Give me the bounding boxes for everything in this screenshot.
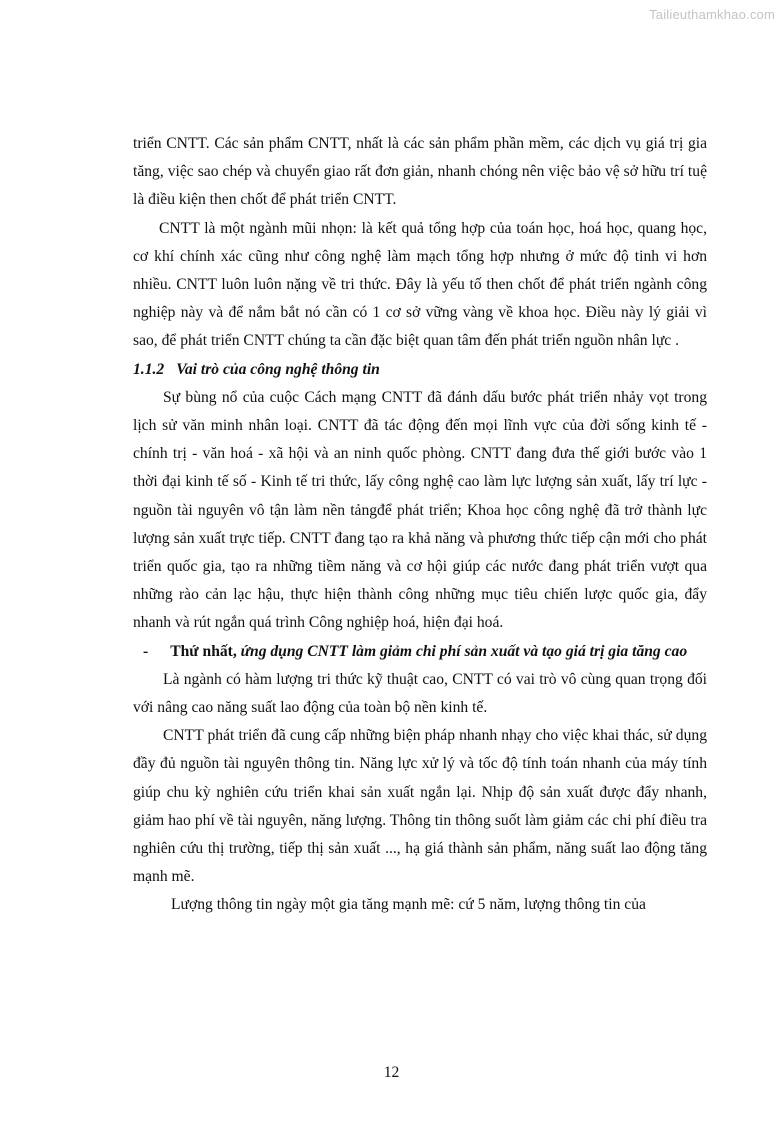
bullet-title: ứng dụng CNTT làm giảm chi phí sản xuất và tạo giá trị gia tăng cao <box>236 642 688 660</box>
section-number: 1.1.2 <box>133 360 165 378</box>
bullet-dash: - <box>143 642 149 660</box>
section-heading <box>133 356 707 384</box>
paragraph-4: Là ngành có hàm lượng tri thức kỹ thuật cao, CNTT có vai trò vô cùng quan trọng đối với nâng cao năng suất lao động của toàn bộ nền kinh tế. <box>133 670 707 717</box>
watermark: Tailieuthamkhao.com <box>649 7 775 22</box>
bullet-lead: Thứ nhất, <box>170 642 237 660</box>
section-title: Vai trò của công nghệ thông tin <box>176 360 380 378</box>
page-number: 12 <box>383 1064 400 1081</box>
paragraph-5: CNTT phát triển đã cung cấp những biện pháp nhanh nhạy cho việc khai thác, sử dụng đầy đủ nguồn tài nguyên thông tin. Năng lực xử lý và tốc độ tính toán nhanh của máy tính giúp chu kỳ nghiên cứu triển khai sản xuất ngắn lại. Nhịp độ sản xuất được đẩy nhanh, giảm hao phí về tài nguyên, năng lượng. Thông tin thông suốt làm giảm các chi phí điều tra nghiên cứu thị trường, tiếp thị sản xuất ..., hạ giá thành sản phẩm, năng suất lao động tăng mạnh mẽ. <box>133 727 707 886</box>
bullet-heading <box>133 638 707 666</box>
paragraph-3: Sự bùng nổ của cuộc Cách mạng CNTT đã đánh dấu bước phát triển nhảy vọt trong lịch sử văn minh nhân loại. CNTT đã tác động đến mọi lĩnh vực của đời sống kinh tế - chính trị - văn hoá - xã hội và an ninh quốc phòng. CNTT đang đưa thế giới bước vào 1 thời đại kinh tế số - Kinh tế tri thức, lấy công nghệ cao làm lực lượng sản xuất, lấy trí lực - nguồn tài nguyên vô tận làm nền tảngđể phát triển; Khoa học công nghệ đã trở thành lực lượng sản xuất trực tiếp. CNTT đang tạo ra khả năng và phương thức tiếp cận mới cho phát triển quốc gia, tạo ra những tiềm năng và cơ hội giúp các nước đang phát triển vượt qua những rào cản lạc hậu, thực hiện thành công những mục tiêu chiến lược quốc gia, đẩy nhanh và rút ngắn quá trình Công nghiệp hoá, hiện đại hoá. <box>133 388 707 632</box>
document-body <box>133 130 707 920</box>
paragraph-1: triển CNTT. Các sản phẩm CNTT, nhất là các sản phẩm phần mềm, các dịch vụ giá trị gia tăng, việc sao chép và chuyển giao rất đơn giản, nhanh chóng nên việc bảo vệ sở hữu trí tuệ là điều kiện then chốt để phát triển CNTT. <box>133 135 707 209</box>
paragraph-6: Lượng thông tin ngày một gia tăng mạnh mẽ: cứ 5 năm, lượng thông tin của <box>171 896 646 914</box>
paragraph-2: CNTT là một ngành mũi nhọn: là kết quả tổng hợp của toán học, hoá học, quang học, cơ khí chính xác cũng như công nghệ làm mạch tổng hợp nhưng ở mức độ tinh vi hơn nhiều. CNTT luôn luôn nặng về tri thức. Đây là yếu tố then chốt để phát triển ngành công nghiệp này và để nắm bắt nó cần có 1 cơ sở vững vàng về khoa học. Điều này lý giải vì sao, để phát triển CNTT chúng ta cần đặc biệt quan tâm đến phát triển nguồn nhân lực . <box>133 219 707 350</box>
